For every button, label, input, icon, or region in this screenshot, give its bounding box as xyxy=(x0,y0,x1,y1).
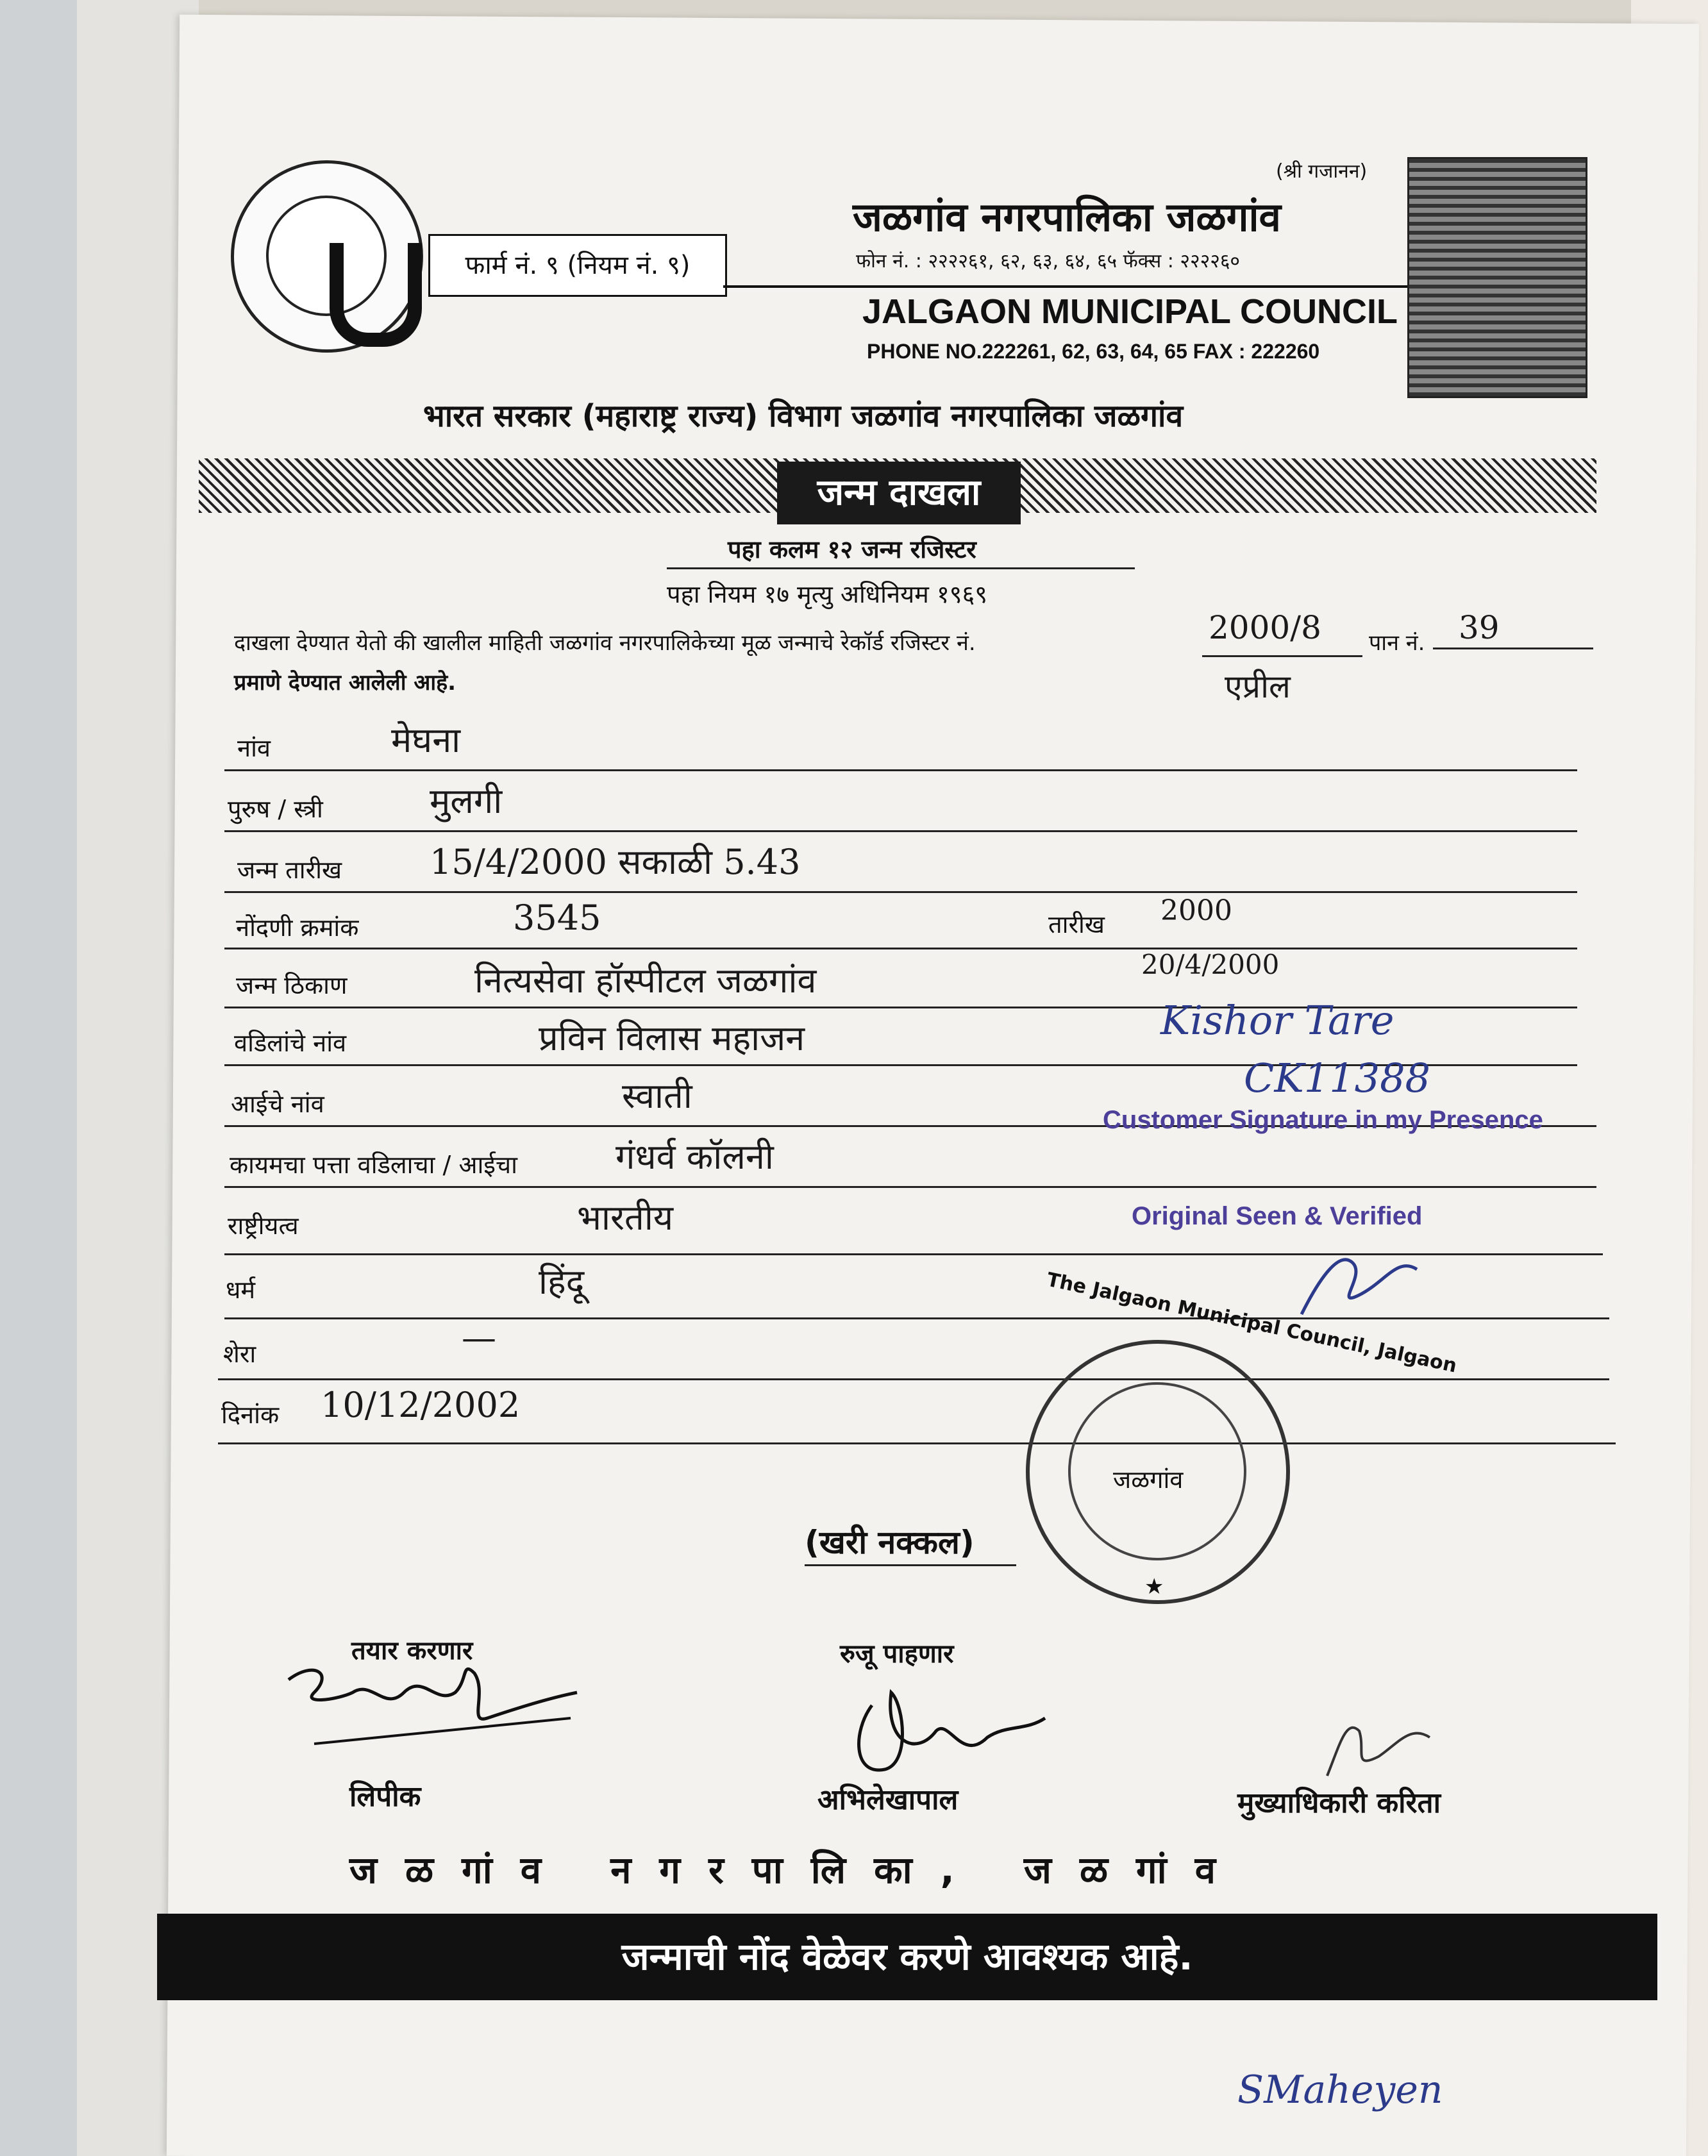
verifier-name: Kishor Tare xyxy=(1160,997,1394,1044)
council-seal-icon xyxy=(1026,1268,1459,1604)
registration-date-value-1: 2000 xyxy=(1160,894,1232,927)
council-title-marathi: जळगांव नगरपालिका जळगांव xyxy=(853,194,1282,240)
building-photo-icon xyxy=(1407,157,1587,398)
registration-date-label: तारीख xyxy=(1048,910,1105,939)
nationality-label: राष्ट्रीयत्व xyxy=(228,1212,299,1240)
ref-line-1: पहा कलम १२ जन्म रजिस्टर xyxy=(728,535,976,564)
record-keeper-label: अभिलेखापाल xyxy=(817,1784,959,1816)
mother-name-value: स्वाती xyxy=(622,1076,692,1116)
seal-ring-text: The Jalgaon Municipal Council, Jalgaon xyxy=(1044,1268,1459,1378)
gender-value: मुलगी xyxy=(430,781,503,821)
seal-center-text: जळगांव xyxy=(1113,1466,1184,1494)
intro-line-2: प्रमाणे देण्यात आलेली आहे. xyxy=(234,670,456,696)
council-title-english: JALGAON MUNICIPAL COUNCIL xyxy=(862,292,1398,331)
remarks-label: शेरा xyxy=(223,1340,256,1368)
religion-value: हिंदू xyxy=(539,1262,585,1302)
stamp-original-verified: Original Seen & Verified xyxy=(1132,1202,1423,1230)
register-month: एप्रील xyxy=(1225,668,1291,705)
registration-number-value: 3545 xyxy=(513,898,601,938)
form-number: फार्म नं. ९ (नियम नं. ९) xyxy=(428,234,727,297)
father-name-value: प्रविन विलास महाजन xyxy=(539,1018,805,1058)
mother-name-label: आईचे नांव xyxy=(231,1090,324,1118)
intro-line-1: दाखला देण्यात येतो की खालील माहिती जळगांव नगरपालिकेच्या मूळ जन्माचे रेकॉर्ड रजिस्टर नं. xyxy=(234,630,976,656)
religion-label: धर्म xyxy=(226,1276,256,1304)
seal-star-icon: ★ xyxy=(1144,1574,1164,1600)
council-name-spaced: जळगांव नगरपालिका, जळगांव xyxy=(349,1848,1244,1892)
registration-number-label: नोंदणी क्रमांक xyxy=(236,914,359,942)
remarks-value: — xyxy=(462,1317,496,1358)
true-copy: (खरी नक्कल) xyxy=(805,1524,975,1561)
dob-label: जन्म तारीख xyxy=(237,856,342,884)
invocation: (श्री गजानन) xyxy=(1276,160,1368,183)
father-name-label: वडिलांचे नांव xyxy=(234,1029,347,1057)
prepared-by-label: तयार करणार xyxy=(351,1636,473,1666)
footer-notice: जन्माची नोंद वेळेवर करणे आवश्यक आहे. xyxy=(157,1914,1657,2000)
dob-value: 15/4/2000 सकाळी 5.43 xyxy=(430,842,801,882)
phone-english: PHONE NO.222261, 62, 63, 64, 65 FAX : 222260 xyxy=(867,340,1320,363)
issue-date-value: 10/12/2002 xyxy=(321,1385,521,1425)
bottom-signature: SMaheyen xyxy=(1237,2068,1443,2112)
page-number: 39 xyxy=(1459,609,1500,646)
record-keeper-signature-icon xyxy=(840,1667,1051,1789)
birth-place-value: नित्यसेवा हॉस्पीटल जळगांव xyxy=(474,960,817,1001)
page-label: पान नं. xyxy=(1369,630,1425,656)
stamp-customer-signature: Customer Signature in my Presence xyxy=(1103,1106,1543,1134)
clerk-signature-icon xyxy=(276,1654,583,1763)
name-value: मेघना xyxy=(391,720,461,760)
address-label: कायमचा पत्ता वडिलाचा / आईचा xyxy=(230,1151,517,1179)
nationality-value: भारतीय xyxy=(577,1198,674,1238)
birth-place-label: जन्म ठिकाण xyxy=(236,971,347,999)
issue-date-label: दिनांक xyxy=(221,1401,280,1429)
department-line: भारत सरकार (महाराष्ट्र राज्य) विभाग जळगांव नगरपालिका जळगांव xyxy=(423,398,1184,434)
address-value: गंधर्व कॉलनी xyxy=(615,1137,774,1177)
checked-by-label: रुजू पाहणार xyxy=(840,1639,954,1669)
verifier-signature-icon xyxy=(1295,1237,1423,1333)
verifier-id: CK11388 xyxy=(1244,1055,1430,1101)
chief-officer-label: मुख्याधिकारी करिता xyxy=(1237,1787,1441,1819)
gender-label: पुरुष / स्त्री xyxy=(228,795,323,823)
clerk-label: लिपीक xyxy=(349,1780,421,1813)
phone-marathi: फोन नं. : २२२२६१, ६२, ६३, ६४, ६५ फॅक्स : २२२२६० xyxy=(856,250,1241,272)
header-divider xyxy=(723,285,1409,288)
ref-line-2: पहा नियम १७ मृत्यु अधिनियम १९६९ xyxy=(667,580,987,608)
chief-officer-signature-icon xyxy=(1302,1705,1443,1789)
name-label: नांव xyxy=(237,734,271,762)
certificate-title: जन्म दाखला xyxy=(777,462,1021,524)
municipal-logo-icon xyxy=(231,160,423,353)
background-left-edge xyxy=(0,0,77,2156)
registration-date-value-2: 20/4/2000 xyxy=(1141,949,1280,980)
register-number: 2000/8 xyxy=(1209,609,1321,646)
